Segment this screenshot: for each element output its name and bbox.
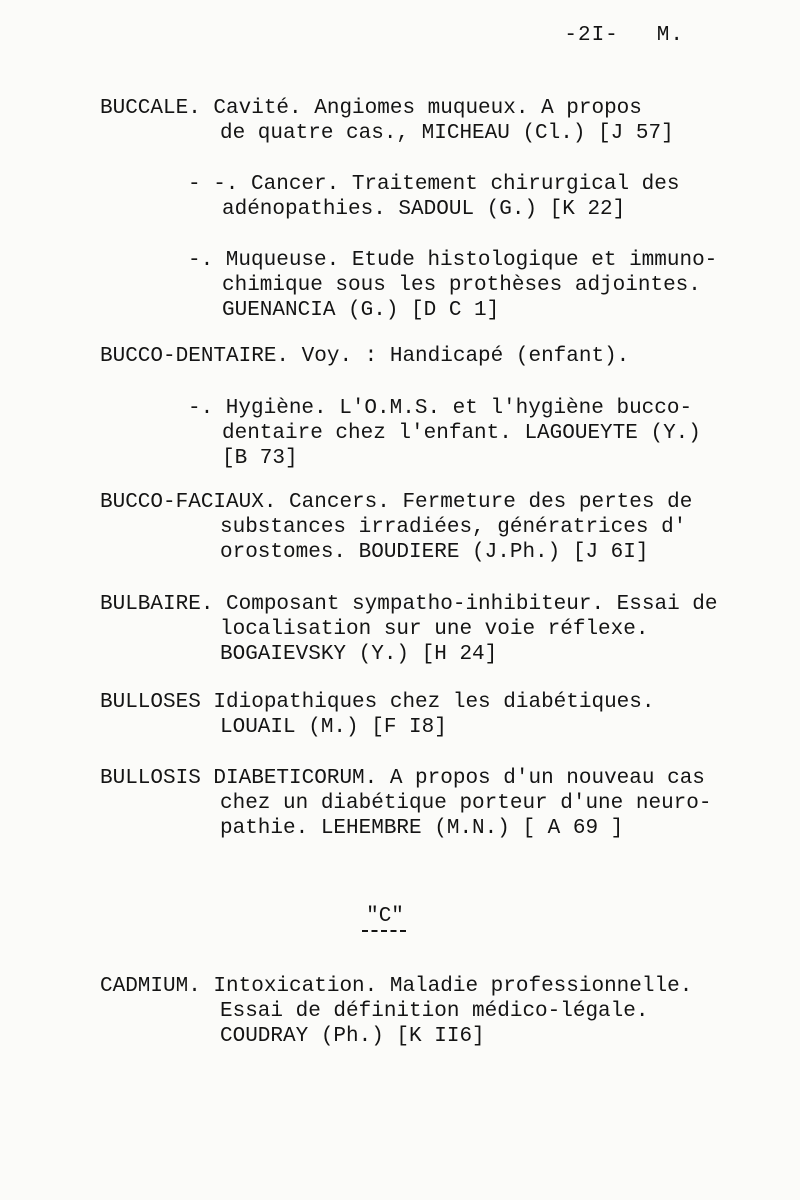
entry-line: - -. Cancer. Traitement chirurgical des — [188, 173, 680, 196]
index-entry — [100, 766, 720, 841]
entry-line: BUCCO-DENTAIRE. Voy. : Handicapé (enfant). — [100, 345, 630, 368]
index-entry — [100, 592, 720, 667]
entry-line: Essai de définition médico-légale. — [220, 1000, 649, 1023]
page-number: -2I- — [564, 24, 619, 47]
entry-line: chez un diabétique porteur d'une neuro- — [220, 792, 712, 815]
index-entry — [100, 690, 720, 740]
entry-line: -. Hygiène. L'O.M.S. et l'hygiène bucco- — [188, 397, 693, 420]
entry-line: BOGAIEVSKY (Y.) [H 24] — [220, 643, 498, 666]
entry-line: localisation sur une voie réflexe. — [220, 618, 649, 641]
entry-line: adénopathies. SADOUL (G.) [K 22] — [222, 198, 626, 221]
page-header — [564, 24, 684, 47]
section-heading: "C" — [366, 905, 404, 928]
entry-line: COUDRAY (Ph.) [K II6] — [220, 1025, 485, 1048]
index-subentry — [100, 396, 800, 471]
entry-line: GUENANCIA (G.) [D C 1] — [222, 299, 500, 322]
entry-line: BULBAIRE. Composant sympatho-inhibiteur. Essai de — [100, 593, 718, 616]
entry-line: BULLOSES Idiopathiques chez les diabétiques. — [100, 691, 655, 714]
index-subentry — [100, 172, 800, 222]
entry-line: substances irradiées, génératrices d' — [220, 516, 687, 539]
index-entry — [100, 96, 720, 146]
section-underline — [362, 930, 406, 932]
entry-line: CADMIUM. Intoxication. Maladie professionnelle. — [100, 975, 693, 998]
entry-line: LOUAIL (M.) [F I8] — [220, 716, 447, 739]
entry-line: chimique sous les prothèses adjointes. — [222, 274, 701, 297]
entry-line: BULLOSIS DIABETICORUM. A propos d'un nouveau cas — [100, 767, 705, 790]
entry-line: orostomes. BOUDIERE (J.Ph.) [J 6I] — [220, 541, 649, 564]
index-entry — [100, 344, 720, 369]
entry-line: BUCCO-FACIAUX. Cancers. Fermeture des pertes de — [100, 491, 693, 514]
entry-line: BUCCALE. Cavité. Angiomes muqueux. A propos — [100, 97, 642, 120]
entry-line: de quatre cas., MICHEAU (Cl.) [J 57] — [220, 122, 674, 145]
section-letter-header: M. — [656, 24, 684, 47]
index-subentry — [100, 248, 800, 323]
entry-line: [B 73] — [222, 447, 298, 470]
index-entry — [100, 490, 720, 565]
entry-line: pathie. LEHEMBRE (M.N.) [ A 69 ] — [220, 817, 624, 840]
entry-line: dentaire chez l'enfant. LAGOUEYTE (Y.) — [222, 422, 701, 445]
entry-line: -. Muqueuse. Etude histologique et immuno- — [188, 249, 718, 272]
index-entry — [100, 974, 720, 1049]
